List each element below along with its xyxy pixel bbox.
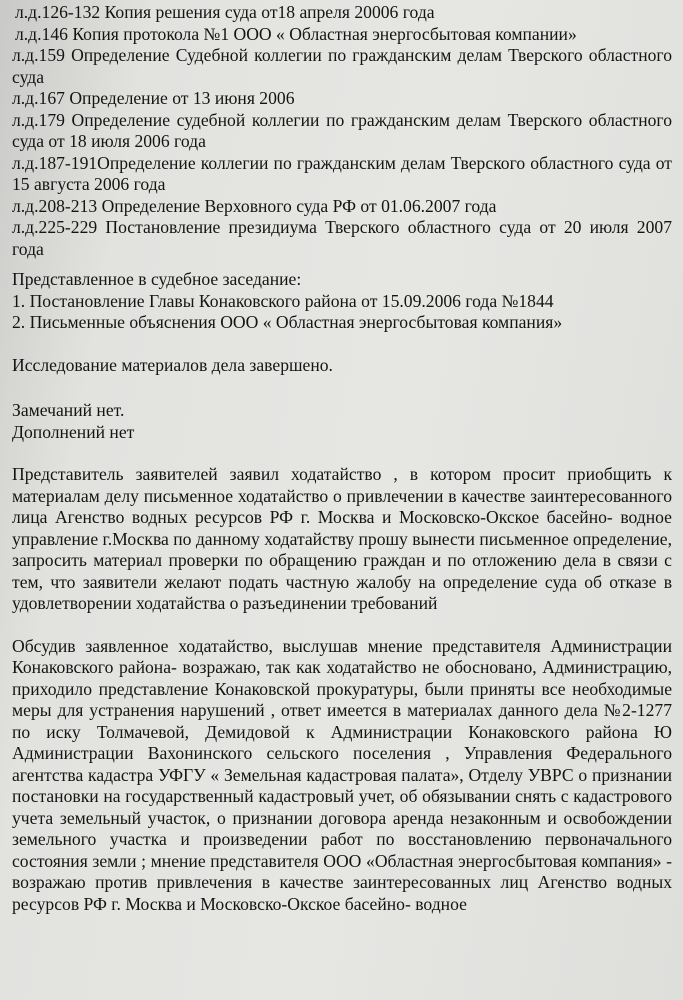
case-ref-item: л.д.187-191Определение коллегии по гражданским делам Тверского областного суда от 15 августа 2006 года — [12, 152, 672, 194]
no-remarks-note: Замечаний нет. — [12, 400, 125, 420]
case-ref-item: л.д.225-229 Постановление президиума Тверского областного суда от 20 июля 2007 года — [12, 217, 672, 259]
case-ref-item: л.д.159 Определение Судебной коллегии по гражданским делам Тверского областного суда — [12, 45, 672, 87]
research-complete-note: Исследование материалов дела завершено. — [12, 354, 333, 375]
motion-paragraph: Представитель заявителей заявил ходатайство , в котором просит приобщить к материалам делу письменное ходатайство о привлечении в качестве заинтересованного лица Агенство водных ресурсов РФ г. Москва и Московско-Окское басейно- водное управление г.Москва по данному ходатайству прошу вынести письменное определение, запросить материал проверки по обращению граждан и по отложению дела в связи с тем, что заявители желают подать частную жалобу на определение суда об отказе в удовлетворении ходатайства о разъединении требований — [12, 464, 672, 613]
presented-item: 2. Письменные объяснения ООО « Областная энергосбытовая компания» — [12, 312, 563, 332]
discussion-paragraph: Обсудив заявленное ходатайство, выслушав мнение представителя Администрации Конаковского района- возражаю, так как ходатайство не обосновано, Администрацию, приходило представление Конаковской прокуратуры, были приняты все необходимые меры для устранения нарушений , ответ имеется в материалах данного дела №2-1277 по иску Толмачевой, Демидовой к Администрации Конаковского района Ю Администрации Вахонинского сельского поселения , Управления Федерального агентства кадастра УФГУ « Земельная кадастровая палата», Отделу УВРС о признании постановки на государственный кадастровый учет, об обязывании снять с кадастрового учета земельный участок, о признании договора аренда незаконным и освобождении земельного участка и произведении работ по восстановлению первоначального состояния земли ; мнение представителя ООО «Областная энергосбытовая компания» - возражаю против привлечения в качестве заинтересованных лиц Агенство водных ресурсов РФ г. Москва и Московско-Окское басейно- водное — [12, 635, 672, 914]
no-additions-note: Дополнений нет — [12, 421, 135, 442]
case-ref-item: л.д.146 Копия протокола №1 ООО « Областная энергосбытовая компании» — [15, 23, 577, 44]
case-ref-item: л.д.208-213 Определение Верховного суда РФ от 01.06.2007 года — [12, 195, 497, 216]
presented-item: 1. Постановление Главы Конаковского района от 15.09.2006 года №1844 — [12, 290, 554, 311]
document-body — [12, 2, 672, 915]
case-ref-item: л.д.126-132 Копия решения суда от18 апреля 20006 года — [15, 2, 435, 22]
case-ref-item: л.д.167 Определение от 13 июня 2006 — [12, 88, 295, 108]
case-ref-item: л.д.179 Определение судебной коллегии по гражданским делам Тверского областного суда от 18 июля 2006 года — [12, 109, 672, 151]
presented-heading: Представленное в судебное заседание: — [12, 269, 302, 289]
